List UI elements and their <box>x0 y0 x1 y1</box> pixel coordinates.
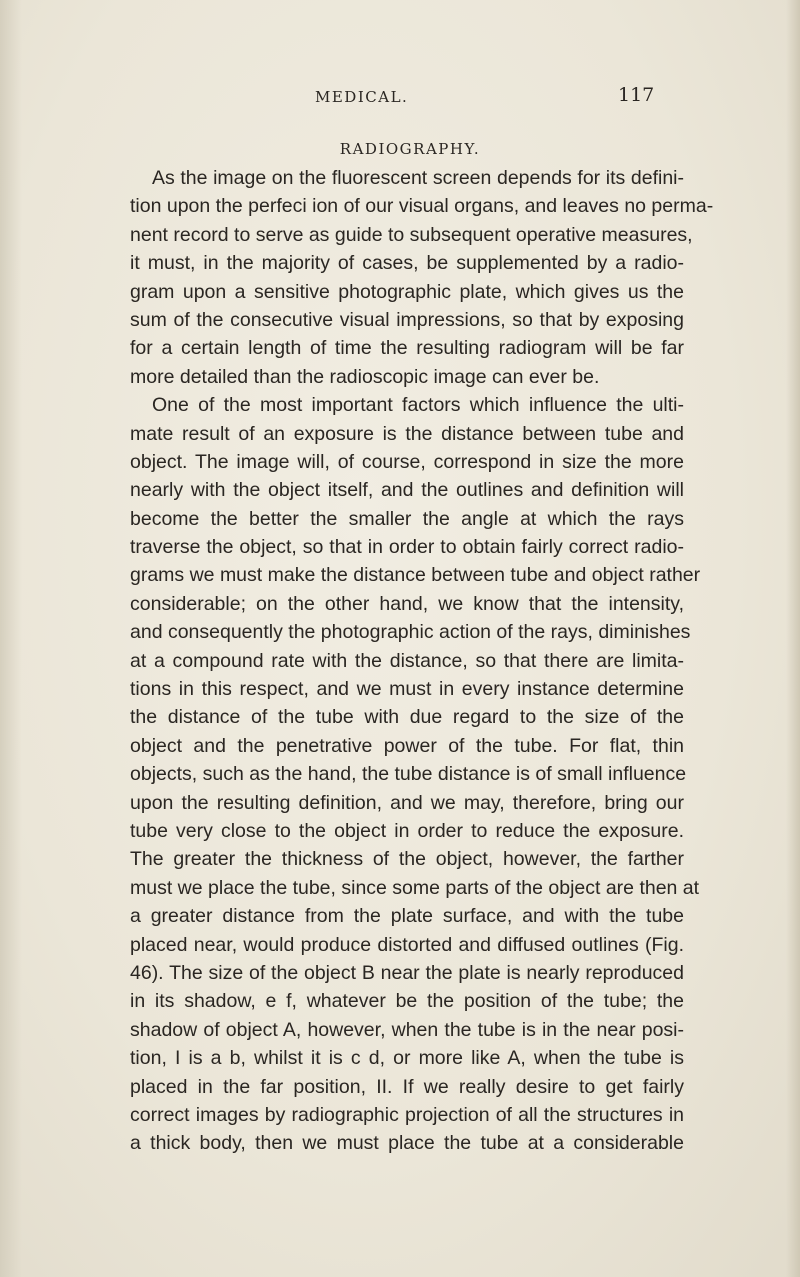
text-line: traverse the object, so that in order to obtain fairly correct radio- <box>130 536 684 559</box>
text-line: objects, such as the hand, the tube distance is of small influence <box>130 763 687 786</box>
page-header <box>0 84 800 114</box>
text-line: grams we must make the distance between tube and object rather <box>130 564 701 587</box>
text-line: mate result of an exposure is the distance between tube and <box>130 422 684 445</box>
text-line: for a certain length of time the resulting radiogram will be far <box>130 337 684 360</box>
text-line: One of the most important factors which influence the ulti- <box>152 394 684 417</box>
text-line: object and the penetrative power of the tube. For flat, thin <box>130 734 684 757</box>
binding-shadow <box>0 0 22 1277</box>
text-line: it must, in the majority of cases, be supplemented by a radio- <box>130 252 684 275</box>
text-line: correct images by radiographic projection of all the structures in <box>130 1103 684 1126</box>
text-line: upon the resulting definition, and we may, therefore, bring our <box>130 791 684 814</box>
text-line: a greater distance from the plate surface, and with the tube <box>130 905 684 928</box>
section-title: RADIOGRAPHY. <box>339 140 481 158</box>
text-line: in its shadow, e f, whatever be the position of the tube; the <box>130 990 684 1013</box>
text-line: tions in this respect, and we must in every instance determine <box>130 678 684 701</box>
text-line: placed near, would produce distorted and diffused outlines (Fig. <box>130 933 684 956</box>
text-line: 46). The size of the object B near the plate is nearly reproduced <box>130 961 684 984</box>
text-line: tion upon the perfeci ion of our visual organs, and leaves no perma- <box>130 195 714 218</box>
text-line: The greater the thickness of the object, however, the farther <box>130 848 684 871</box>
running-head: MEDICAL. <box>315 88 409 106</box>
body-text <box>130 164 714 1158</box>
text-line: the distance of the tube with due regard to the size of the <box>130 706 684 729</box>
text-line: must we place the tube, since some parts of the object are then at <box>130 876 700 899</box>
text-line: at a compound rate with the distance, so that there are limita- <box>130 649 684 672</box>
text-line: As the image on the fluorescent screen depends for its defini- <box>152 167 684 189</box>
text-line: tion, I is a b, whilst it is c d, or more like A, when the tube is <box>130 1047 684 1070</box>
text-line: object. The image will, of course, correspond in size the more <box>130 450 684 473</box>
text-line: a thick body, then we must place the tube at a considerable <box>130 1132 684 1155</box>
text-line: sum of the consecutive visual impressions, so that by exposing <box>130 308 684 331</box>
text-line: placed in the far position, II. If we really desire to get fairly <box>130 1075 684 1098</box>
text-line: nearly with the object itself, and the outlines and definition will <box>130 479 684 502</box>
text-line: considerable; on the other hand, we know that the intensity, <box>130 592 684 615</box>
text-line: tube very close to the object in order to reduce the exposure. <box>130 819 684 842</box>
page-number: 117 <box>618 84 655 106</box>
paragraph-2 <box>130 391 701 1158</box>
paragraph-1 <box>130 164 714 391</box>
text-line: nent record to serve as guide to subsequent operative measures, <box>130 223 693 246</box>
text-line: gram upon a sensitive photographic plate, which gives us the <box>130 280 684 303</box>
page-edge <box>786 0 800 1277</box>
text-line: become the better the smaller the angle at which the rays <box>130 507 684 530</box>
text-line: shadow of object A, however, when the tube is in the near posi- <box>130 1018 684 1041</box>
text-line: more detailed than the radioscopic image can ever be. <box>130 365 600 388</box>
text-line: and consequently the photographic action of the rays, diminishes <box>130 621 691 644</box>
